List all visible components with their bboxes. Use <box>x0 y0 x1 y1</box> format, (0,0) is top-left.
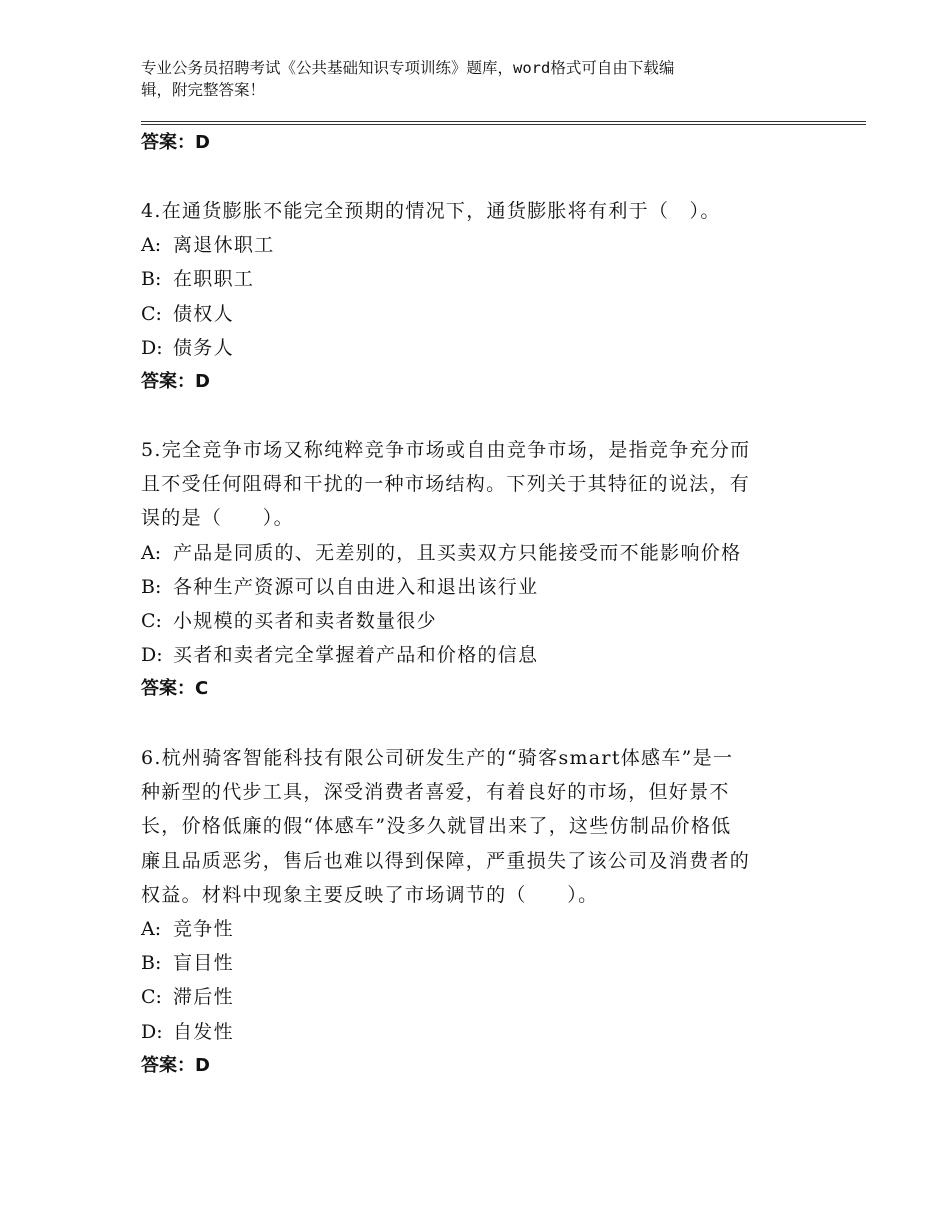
question-stem-line: 廉且品质恶劣，售后也难以得到保障，严重损失了该公司及消费者的 <box>141 849 751 872</box>
option-text: 自发性 <box>173 1020 234 1043</box>
header-divider-top <box>141 121 866 122</box>
question-stem-line: 且不受任何阻碍和干扰的一种市场结构。下列关于其特征的说法，有 <box>141 473 751 496</box>
answer-line: 答案：D <box>141 1054 210 1076</box>
option-text: 债权人 <box>173 302 234 325</box>
option-text: 产品是同质的、无差别的，且买卖双方只能接受而不能影响价格 <box>173 541 742 564</box>
answer-option <box>141 1015 801 1049</box>
question-5 <box>141 433 801 707</box>
option-key: C: <box>141 609 162 632</box>
question-stem-line: 4.在通货膨胀不能完全预期的情况下，通货膨胀将有利于（ ）。 <box>141 200 721 222</box>
answer-option <box>141 570 801 604</box>
option-text: 在职职工 <box>173 268 255 291</box>
option-key: B: <box>141 952 162 975</box>
answer-line: 答案：D <box>141 370 210 392</box>
option-text: 盲目性 <box>173 952 234 975</box>
option-key: B: <box>141 575 162 598</box>
question-stem-line: 5.完全竞争市场又称纯粹竞争市场或自由竞争市场，是指竞争充分而 <box>141 439 751 461</box>
question-stem-line: 长，价格低廉的假“体感车”没多久就冒出来了，这些仿制品价格低 <box>141 815 732 838</box>
option-key: D: <box>141 336 163 359</box>
option-key: D: <box>141 644 163 667</box>
option-key: D: <box>141 1020 163 1043</box>
option-text: 竞争性 <box>173 917 234 940</box>
question-4 <box>141 194 801 399</box>
option-key: C: <box>141 302 162 325</box>
option-text: 小规模的买者和卖者数量很少 <box>173 609 437 632</box>
answer-option <box>141 604 801 638</box>
answer-option <box>141 262 801 296</box>
option-text: 买者和卖者完全掌握着产品和价格的信息 <box>173 644 539 667</box>
question-stem-line: 种新型的代步工具，深受消费者喜爱，有着良好的市场，但好景不 <box>141 781 730 804</box>
question-stem-line: 权益。材料中现象主要反映了市场调节的（ ）。 <box>141 883 599 906</box>
option-key: A: <box>141 234 162 257</box>
option-key: C: <box>141 986 162 1009</box>
option-text: 滞后性 <box>173 986 234 1009</box>
option-text: 债务人 <box>173 336 234 359</box>
answer-option <box>141 536 801 570</box>
page-header <box>141 57 801 101</box>
option-text: 各种生产资源可以自由进入和退出该行业 <box>173 575 539 598</box>
question-stem-line: 误的是（ ）。 <box>141 507 294 530</box>
answer-option <box>141 912 801 946</box>
question-stem-line: 6.杭州骑客智能科技有限公司研发生产的“骑客smart体感车”是一 <box>141 747 734 769</box>
header-line-1: 专业公务员招聘考试《公共基础知识专项训练》题库，word格式可自由下载编 <box>141 59 675 77</box>
option-key: A: <box>141 541 162 564</box>
header-divider-bottom <box>141 124 866 125</box>
option-text: 离退休职工 <box>173 234 275 257</box>
previous-answer: 答案：D <box>141 132 210 153</box>
header-line-2: 辑，附完整答案！ <box>141 81 266 99</box>
option-key: A: <box>141 917 162 940</box>
option-key: B: <box>141 268 162 291</box>
answer-option <box>141 228 801 262</box>
question-6 <box>141 741 801 1083</box>
answer-option <box>141 297 801 331</box>
answer-option <box>141 331 801 365</box>
answer-option <box>141 946 801 980</box>
answer-line: 答案：C <box>141 678 209 700</box>
answer-option <box>141 638 801 672</box>
answer-option <box>141 980 801 1014</box>
